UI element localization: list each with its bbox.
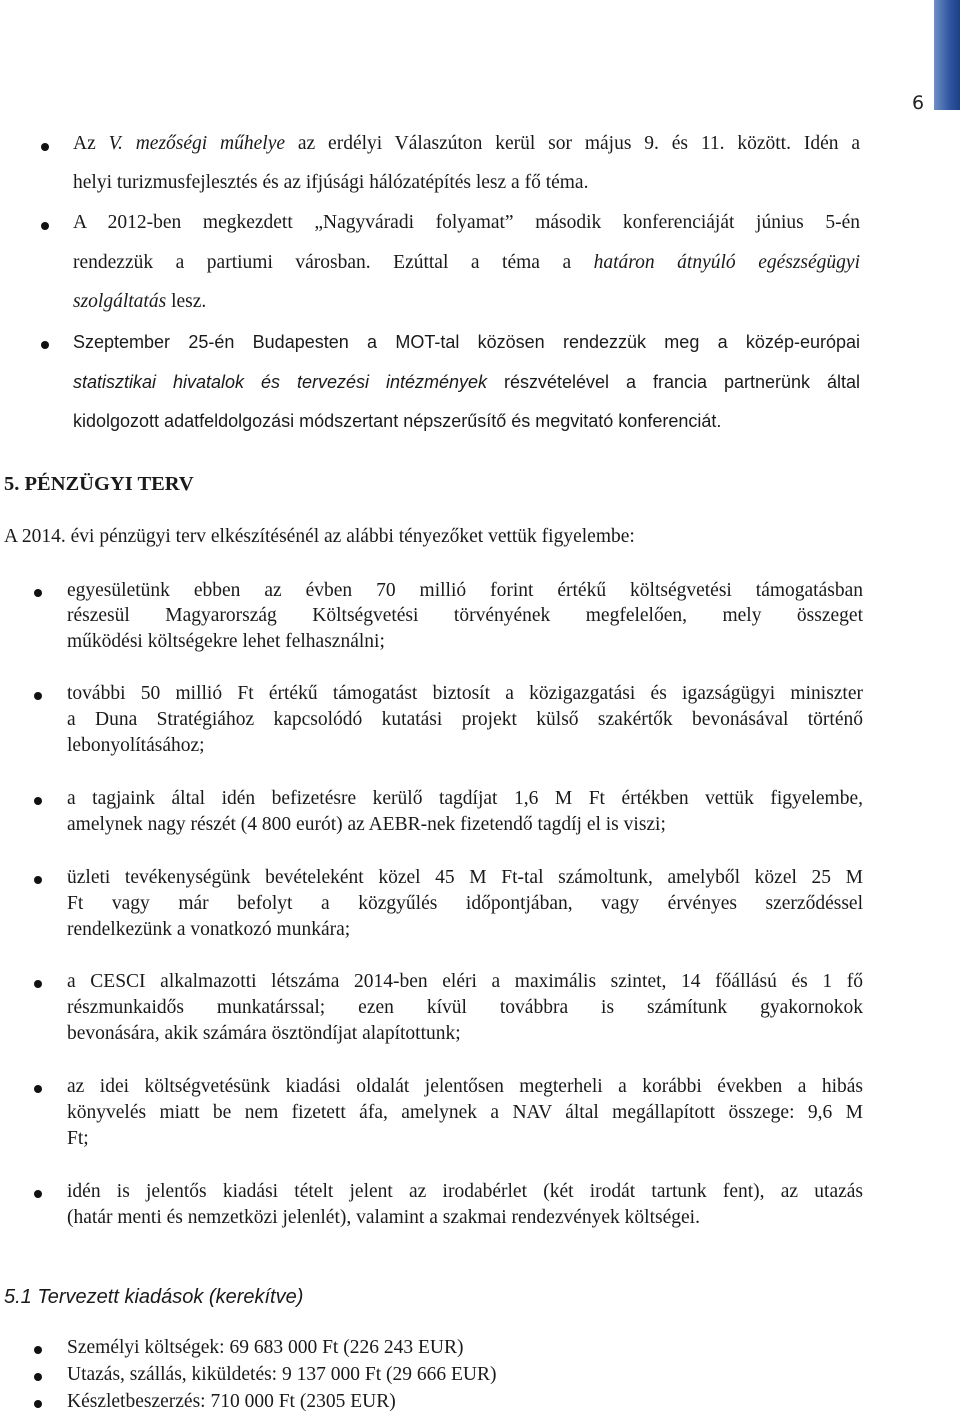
list-item-line: további 50 millió Ft értékű támogatást biztosít a közigazgatási és igazságügyi miniszter	[67, 683, 863, 704]
list-item-line: részesül Magyarország Költségvetési törvényének megfelelően, mely összeget	[67, 605, 863, 626]
bullet-icon	[41, 341, 49, 349]
section-heading: 5. PÉNZÜGYI TERV	[4, 473, 194, 495]
list-item-line: rendelkezünk a vonatkozó munkára;	[67, 919, 351, 940]
list-item-line: részmunkaidős munkatárssal; ezen kívül továbbra is számítunk gyakornokok	[67, 997, 863, 1018]
intro-paragraph: A 2014. évi pénzügyi terv elkészítésénél az alábbi tényezőket vettük figyelembe:	[4, 526, 635, 547]
list-item-line: Ft vagy már befolyt a közgyűlés időpontjában, vagy érvényes szerződéssel	[67, 893, 863, 914]
list-item-line: A 2012-ben megkezdett „Nagyváradi folyamat” második konferenciáját június 5-én	[73, 212, 860, 233]
list-item-line: statisztikai hivatalok és tervezési intézmények részvételével a francia partnerünk által	[73, 372, 860, 392]
bullet-icon	[41, 143, 49, 151]
bullet-icon	[34, 876, 42, 884]
list-item-line: a Duna Stratégiához kapcsolódó kutatási projekt külső szakértők bevonásával történő	[67, 709, 863, 730]
bullet-icon	[41, 222, 49, 230]
list-item-line: szolgáltatás lesz.	[73, 291, 207, 312]
list-item-line: üzleti tevékenységünk bevételeként közel 45 M Ft-tal számoltunk, amelyből közel 25 M	[67, 867, 863, 888]
list-item-line: lebonyolításához;	[67, 735, 205, 756]
bullet-icon	[34, 1400, 42, 1408]
list-item-line: Ft;	[67, 1128, 89, 1149]
list-item-line: Az V. mezőségi műhelye az erdélyi Válaszúton kerül sor május 9. és 11. között. Idén a	[73, 133, 860, 154]
bullet-icon	[34, 797, 42, 805]
bullet-icon	[34, 589, 42, 597]
list-item-line: kidolgozott adatfeldolgozási módszertant népszerűsítő és megvitató konferenciát.	[73, 411, 722, 431]
list-item-line: működési költségekre lehet felhasználni;	[67, 631, 385, 652]
bullet-icon	[34, 1373, 42, 1381]
bullet-icon	[34, 692, 42, 700]
list-item-line: helyi turizmusfejlesztés és az ifjúsági hálózatépítés lesz a fő téma.	[73, 172, 589, 193]
subsection-heading: 5.1 Tervezett kiadások (kerekítve)	[4, 1286, 304, 1308]
list-item-line: a CESCI alkalmazotti létszáma 2014-ben eléri a maximális szintet, 14 főállású és 1 fő	[67, 971, 863, 992]
bullet-icon	[34, 1190, 42, 1198]
expense-item: Készletbeszerzés: 710 000 Ft (2305 EUR)	[67, 1391, 396, 1412]
list-item-line: idén is jelentős kiadási tételt jelent az irodabérlet (két irodát tartunk fent), az utazás	[67, 1181, 863, 1202]
list-item-line: rendezzük a partiumi városban. Ezúttal a téma a határon átnyúló egészségügyi	[73, 252, 860, 273]
expense-item: Utazás, szállás, kiküldetés: 9 137 000 Ft (29 666 EUR)	[67, 1364, 497, 1385]
expense-item: Személyi költségek: 69 683 000 Ft (226 243 EUR)	[67, 1337, 464, 1358]
bullet-icon	[34, 1085, 42, 1093]
page-number: 6	[912, 92, 925, 114]
list-item-line: az idei költségvetésünk kiadási oldalát jelentősen megterheli a korábbi években a hibás	[67, 1076, 863, 1097]
corner-accent-bar	[934, 0, 960, 110]
list-item-line: amelynek nagy részét (4 800 eurót) az AEBR-nek fizetendő tagdíj el is viszi;	[67, 814, 666, 835]
list-item-line: bevonására, akik számára ösztöndíjat alapítottunk;	[67, 1023, 461, 1044]
bullet-icon	[34, 1346, 42, 1354]
list-item-line: a tagjaink által idén befizetésre kerülő tagdíjat 1,6 M Ft értékben vettük figyelembe,	[67, 788, 863, 809]
list-item-line: (határ menti és nemzetközi jelenlét), valamint a szakmai rendezvények költségei.	[67, 1207, 700, 1228]
list-item-line: egyesületünk ebben az évben 70 millió forint értékű költségvetési támogatásban	[67, 580, 863, 601]
list-item-line: Szeptember 25-én Budapesten a MOT-tal közösen rendezzük meg a közép-európai	[73, 332, 860, 352]
list-item-line: könyvelés miatt be nem fizetett áfa, amelynek a NAV által megállapított összege: 9,6 M	[67, 1102, 863, 1123]
bullet-icon	[34, 980, 42, 988]
